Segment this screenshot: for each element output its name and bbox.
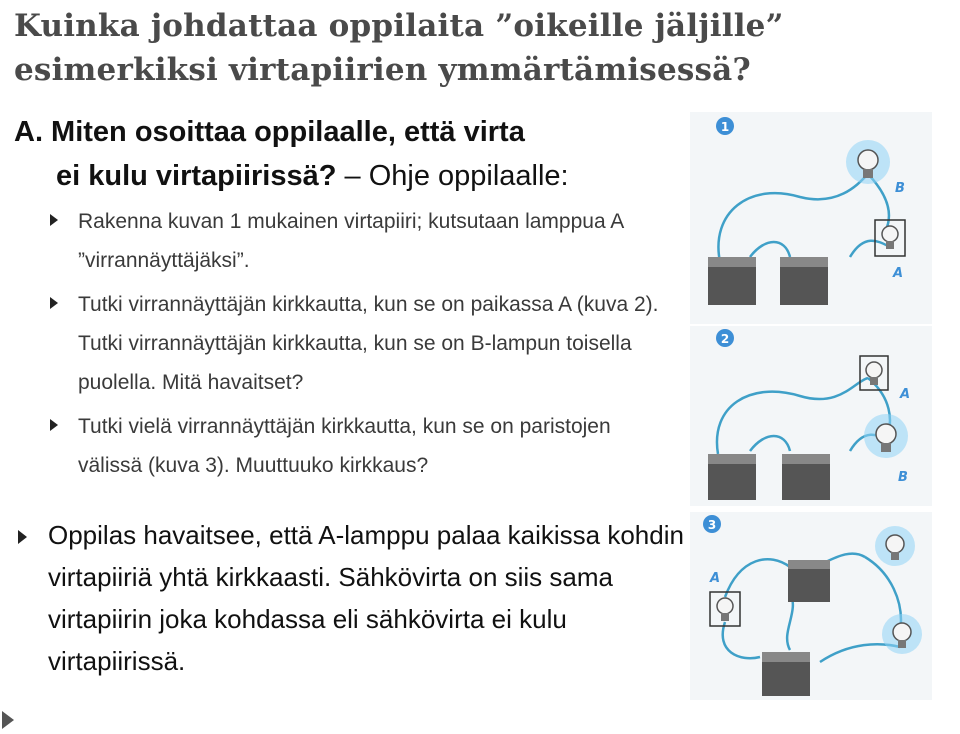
figure-number: 2 (720, 332, 730, 346)
conclusion-text: Oppilas havaitsee, että A-lamppu palaa kaikissa kohdin virtapiiriä yhtä kirkkaasti. Sähkövirta on siis sama virtapiirin joka kohdassa eli sähkövirta ei kulu virtapiirissä. (48, 520, 684, 676)
instruction-text-2: Tutki virrannäyttäjän kirkkautta, kun se on paikassa A (kuva 2). Tutki virrannäyttäjän kirkkautta, kun se on B-lampun toisella puolella. Mitä havaitset? (78, 293, 659, 394)
title-line-2: esimerkiksi virtapiirien ymmärtämisessä? (14, 52, 751, 88)
instruction-item-3 (48, 407, 668, 485)
heading-bold-2: ei kulu virtapiirissä? (56, 160, 337, 192)
bullet-arrow-icon (50, 297, 58, 309)
lamp-a-icon (717, 598, 733, 614)
bullet-arrow-icon (50, 419, 58, 431)
instruction-text-1: Rakenna kuvan 1 mukainen virtapiiri; kutsutaan lamppua A ”virrannäyttäjäksi”. (78, 210, 624, 272)
instruction-item-1 (48, 202, 668, 280)
lamp-a-icon (882, 226, 898, 242)
circuit-figure-2 (690, 326, 932, 506)
instruction-item-2 (48, 285, 668, 402)
heading-bold-1: A. Miten osoittaa oppilaalle, että virta (14, 116, 525, 148)
label-a: A (710, 571, 721, 586)
next-slide-icon[interactable] (2, 711, 14, 729)
label-a: A (900, 387, 911, 402)
circuit-figure-1 (690, 112, 932, 324)
bullet-arrow-icon (18, 530, 27, 544)
label-a: A (893, 266, 904, 281)
title-line-1: Kuinka johdattaa oppilaita ”oikeille jäljille” (14, 8, 784, 44)
label-b: B (895, 181, 905, 196)
figure-number: 3 (707, 518, 717, 532)
slide-title (14, 4, 954, 92)
section-heading (14, 110, 569, 198)
lamp-icon (893, 623, 911, 641)
lamp-b-icon (876, 424, 896, 444)
heading-normal: – Ohje oppilaalle: (336, 160, 569, 192)
instruction-list (48, 202, 668, 490)
lamp-icon (886, 535, 904, 553)
instruction-text-3: Tutki vielä virrannäyttäjän kirkkautta, kun se on paristojen välissä (kuva 3). Muuttuuko kirkkaus? (78, 415, 611, 477)
lamp-b-icon (858, 150, 878, 170)
lamp-a-icon (866, 362, 882, 378)
conclusion-item (16, 514, 698, 682)
figure-number: 1 (720, 120, 730, 134)
label-b: B (898, 470, 908, 485)
circuit-figure-3 (690, 512, 932, 700)
bullet-arrow-icon (50, 214, 58, 226)
